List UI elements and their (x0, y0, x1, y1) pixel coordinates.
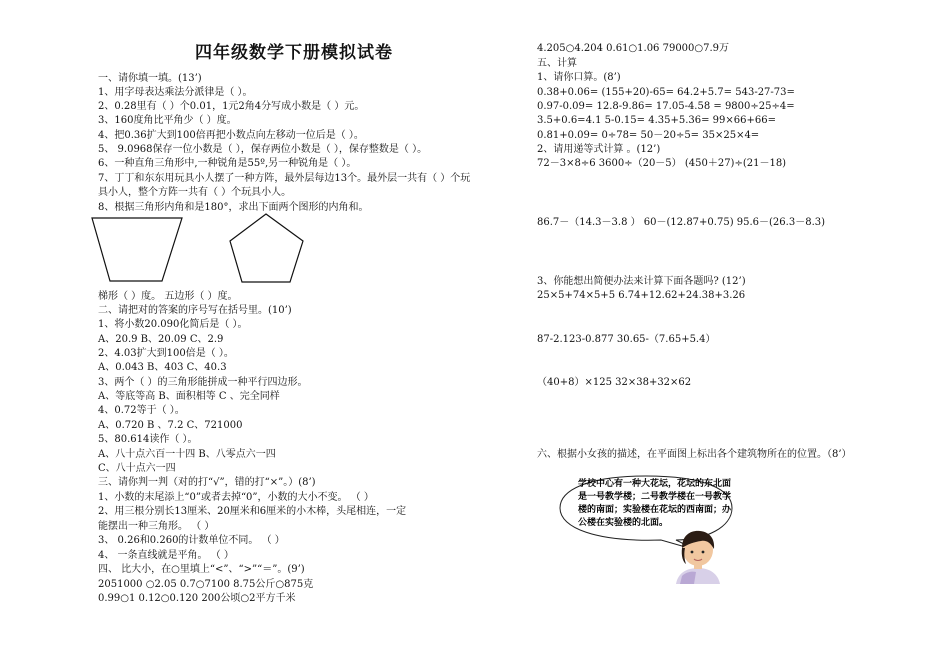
question-text: 8、根据三角形内角和是180°，求出下面两个图形的内角和。 (98, 202, 369, 213)
answer-options: A、0.720 B 、7.2 C、721000 (98, 420, 243, 431)
calc-row: 25×5+74×5+5 6.74+12.62+24.38+3.26 (537, 290, 746, 301)
answer-options: A、0.043 B、403 C、40.3 (98, 362, 227, 373)
mental-math-row: 0.38+0.06= (155+20)-65= 64.2+5.7= 543-27-73= (537, 87, 795, 98)
answer-options: A、八十点六百一十四 B、八零点六一四 (98, 449, 276, 460)
mental-math-row: 0.97-0.09= 12.8-9.86= 17.05-4.58 = 9800÷25÷4= (537, 101, 795, 112)
calc-row: 87-2.123-0.877 30.65-（7.65+5.4） (537, 334, 716, 345)
compare-row: 4.205○4.204 0.61○1.06 79000○7.9万 (537, 43, 730, 54)
question-text: 2、0.28里有（ ）个0.01，1元2角4分写成小数是（ ）元。 (98, 101, 365, 112)
question-text: 3、你能想出简便办法来计算下面各题吗? (12’) (537, 276, 746, 287)
question-text: 2、4.03扩大到100倍是（ ）。 (98, 348, 234, 359)
question-text: 1、请你口算。(8’) (537, 72, 621, 83)
answer-options: A、等底等高 B、面积相等 C 、完全同样 (98, 391, 280, 402)
bubble-description: 学校中心有一种大花坛，花坛的东北面是一号教学楼；二号教学楼在一号教学楼的南面；实验楼在花坛的西南面；办公楼在实验楼的北面。 (578, 479, 732, 528)
girl-illustration (668, 528, 726, 584)
mental-math-row: 0.81+0.09= 0÷78= 50－20÷5= 35×25×4= (537, 130, 760, 141)
shape-caption: 梯形（ ）度。 五边形（ ）度。 (98, 291, 238, 302)
section-1-heading: 一、请你填一填。(13’) (98, 73, 202, 84)
section-2-heading: 二、请把对的答案的序号写在括号里。(10’) (98, 305, 292, 316)
question-text: 4、 一条直线就是平角。 （ ） (98, 550, 234, 561)
question-text: 3、 0.26和0.260的计数单位不同。 （ ） (98, 535, 285, 546)
section-3-heading: 三、请你判一判（对的打“√”，错的打“×”。）(8’) (98, 477, 316, 488)
question-text: 能摆出一种三角形。 （ ） (98, 521, 215, 532)
answer-options: A、20.9 B、20.09 C、2.9 (98, 334, 224, 345)
pentagon-figure (228, 212, 308, 286)
question-text: 2、用三根分别长13厘米、20厘米和6厘米的小木棒，头尾相连，一定 (98, 506, 407, 517)
compare-row: 0.99○1 0.12○0.120 200公顷○2平方千米 (98, 593, 296, 604)
question-text: 3、两个（ ）的三角形能拼成一种平行四边形。 (98, 377, 308, 388)
question-text: 1、用字母表达乘法分派律是（ ）。 (98, 87, 253, 98)
question-text: 具小人，整个方阵一共有（ ）个玩具小人。 (98, 187, 292, 198)
question-text: 4、0.72等于（ ）。 (98, 405, 185, 416)
compare-row: 2051000 ○2.05 0.7○7100 8.75公斤○875克 (98, 579, 314, 590)
trapezoid-figure (90, 215, 190, 285)
question-text: 5、 9.0968保存一位小数是（ ），保存两位小数是（ ），保存整数是（ ）。 (98, 144, 428, 155)
question-text: 4、把0.36扩大到100倍再把小数点向左移动一位后是（ ）。 (98, 130, 364, 141)
calc-row: 72－3×8÷6 3600÷（20－5） (450＋27)÷(21－18) (537, 158, 787, 169)
section-4-heading: 四、 比大小，在○里填上“<”、“>”“＝”。(9’) (98, 564, 305, 575)
page-title: 四年级数学下册模拟试卷 (195, 43, 393, 63)
section-6-heading: 六、根据小女孩的描述，在平面图上标出各个建筑物所在的位置。（8’） (537, 449, 852, 460)
question-text: 3、160度角比平角少（ ）度。 (98, 115, 237, 126)
mental-math-row: 3.5+0.6=4.1 5-0.15= 4.35+5.36= 99×66+66= (537, 115, 776, 126)
calc-row: 86.7－（14.3－3.8 ） 60－(12.87+0.75) 95.6－(26.3－8.3) (537, 217, 826, 228)
question-text: 7、丁丁和东东用玩具小人摆了一种方阵，最外层每边13个。最外层一共有（ ）个玩 (98, 173, 471, 184)
question-text: 2、请用递等式计算 。(12’) (537, 144, 661, 155)
question-text: 1、小数的末尾添上“0”或者去掉“0”，小数的大小不变。 （ ） (98, 492, 374, 503)
question-text: 5、80.614读作（ ）。 (98, 434, 198, 445)
answer-options: C、八十点六一四 (98, 463, 176, 474)
question-text: 6、一种直角三角形中,一种锐角是55º,另一种锐角是（ ）。 (98, 158, 357, 169)
calc-row: （40+8）×125 32×38+32×62 (537, 377, 692, 388)
question-text: 1、将小数20.090化简后是（ ）。 (98, 319, 248, 330)
section-5-heading: 五、计算 (537, 58, 577, 69)
